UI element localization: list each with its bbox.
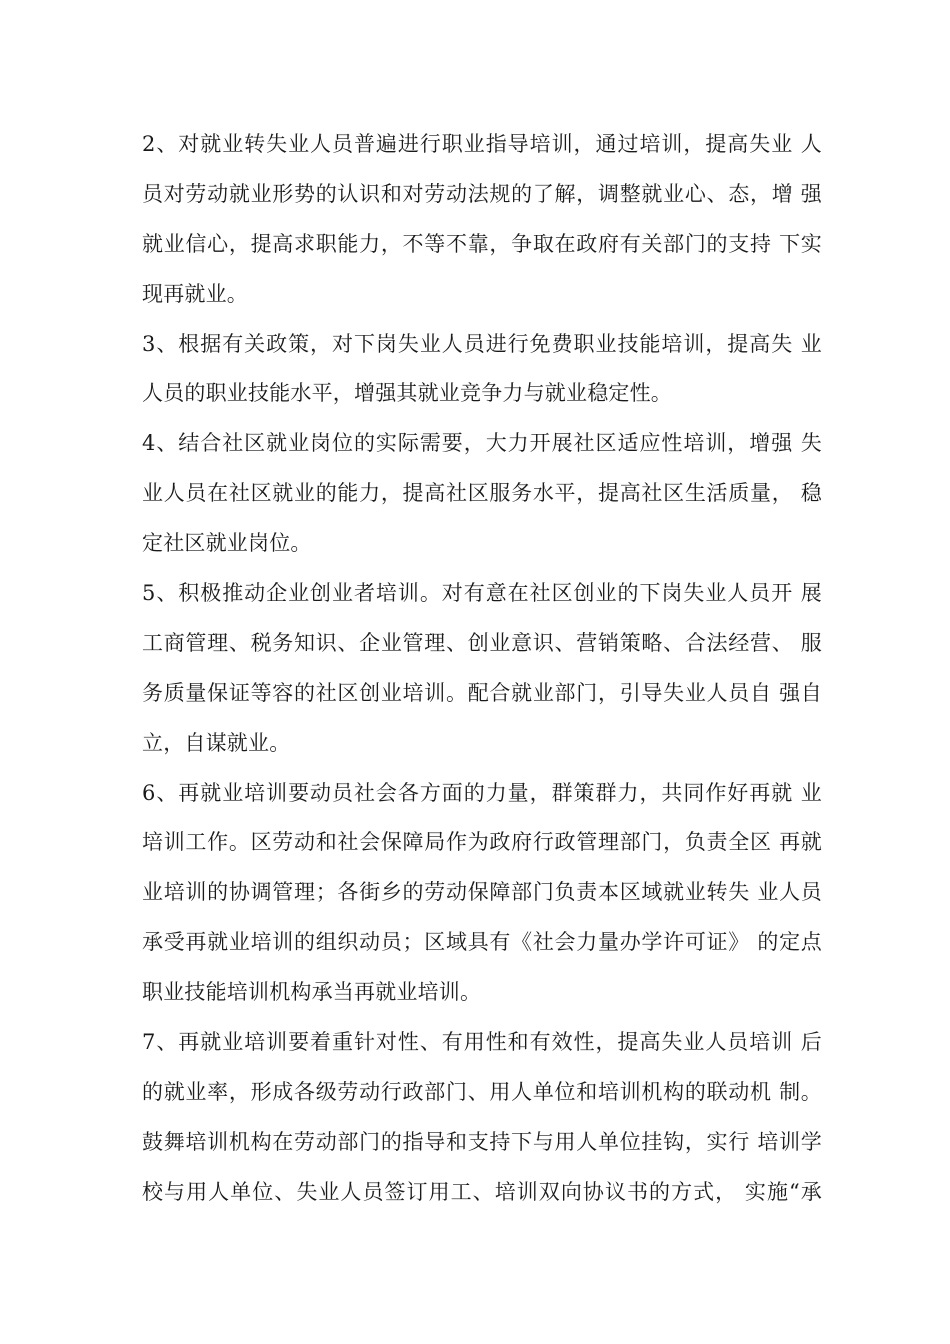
text-line: 承受再就业培训的组织动员；区域具有《社会力量办学许可证》 的定点 [142,930,822,955]
text-line: 6、再就业培训要动员社会各方面的力量，群策群力，共同作好再就 业 [142,780,822,805]
text-line: 工商管理、税务知识、企业管理、创业意识、营销策略、合法经营、 服 [142,630,822,655]
text-line: 业人员在社区就业的能力，提高社区服务水平，提高社区生活质量， 稳 [142,481,822,506]
text-line: 务质量保证等容的社区创业培训。配合就业部门，引导失业人员自 强自 [142,680,822,705]
body-text [142,122,822,1220]
text-line: 3、根据有关政策，对下岗失业人员进行免费职业技能培训，提高失 业 [142,331,822,356]
text-line: 4、结合社区就业岗位的实际需要，大力开展社区适应性培训，增强 失 [142,431,822,456]
text-line: 人员的职业技能水平，增强其就业竞争力与就业稳定性。 [142,381,672,406]
text-line: 校与用人单位、失业人员签订用工、培训双向协议书的方式， 实施“承 [142,1179,822,1204]
text-line: 业培训的协调管理；各街乡的劳动保障部门负责本区域就业转失 业人员 [142,880,822,905]
text-line: 2、对就业转失业人员普遍进行职业指导培训，通过培训，提高失业 人 [142,132,822,156]
text-line: 5、积极推动企业创业者培训。对有意在社区创业的下岗失业人员开 展 [142,581,822,606]
text-line: 员对劳动就业形势的认识和对劳动法规的了解，调整就业心、态，增 强 [142,181,822,206]
text-line: 定社区就业岗位。 [142,531,312,556]
text-line: 鼓舞培训机构在劳动部门的指导和支持下与用人单位挂钩，实行 培训学 [142,1129,822,1154]
text-line: 的就业率，形成各级劳动行政部门、用人单位和培训机构的联动机 制。 [142,1079,822,1104]
text-line: 培训工作。区劳动和社会保障局作为政府行政管理部门，负责全区 再就 [142,830,822,855]
text-line: 7、再就业培训要着重针对性、有用性和有效性，提高失业人员培训 后 [142,1030,822,1055]
text-line: 就业信心，提高求职能力，不等不靠，争取在政府有关部门的支持 下实 [142,231,822,256]
text-line: 职业技能培训机构承当再就业培训。 [142,980,482,1005]
text-line: 现再就业。 [142,281,248,306]
text-line: 立，自谋就业。 [142,730,291,755]
